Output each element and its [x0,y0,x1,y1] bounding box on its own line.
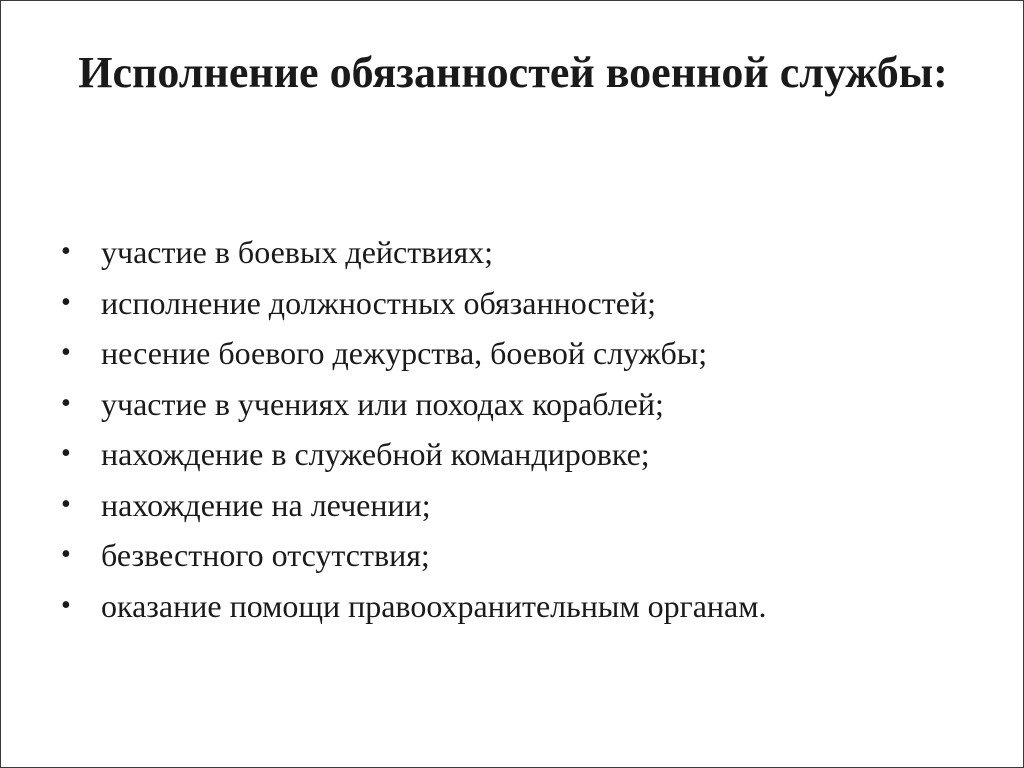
list-item [61,379,961,430]
list-item-text: исполнение должностных обязанностей; [101,284,656,321]
bullet-icon: • [61,589,71,621]
list-item [61,429,961,480]
bullet-icon: • [61,236,71,267]
bullet-icon: • [61,488,71,520]
list-item-text: несение боевого дежурства, боевой службы; [101,335,708,371]
bullet-icon: • [61,539,71,570]
bullet-icon: • [61,286,71,318]
slide-title: Исполнение обязанностей военной службы: [78,48,948,97]
list-item-text: нахождение на лечении; [101,486,431,523]
list-item [61,480,961,531]
list-item [61,530,961,581]
list-item-text: безвестного отсутствия; [101,537,430,573]
list-item-text: участие в боевых действиях; [101,234,494,270]
list-item [61,581,961,632]
list-item [61,227,961,278]
list-item-text: участие в учениях или походах кораблей; [101,385,664,422]
list-item [61,328,961,379]
bullet-icon: • [61,337,71,368]
list-item-text: нахождение в служебной командировке; [101,436,650,472]
bullet-icon: • [61,438,71,469]
bullet-icon: • [61,387,71,419]
bullet-list [61,227,961,631]
list-item [61,278,961,329]
list-item-text: оказание помощи правоохранительным органам. [101,587,767,624]
